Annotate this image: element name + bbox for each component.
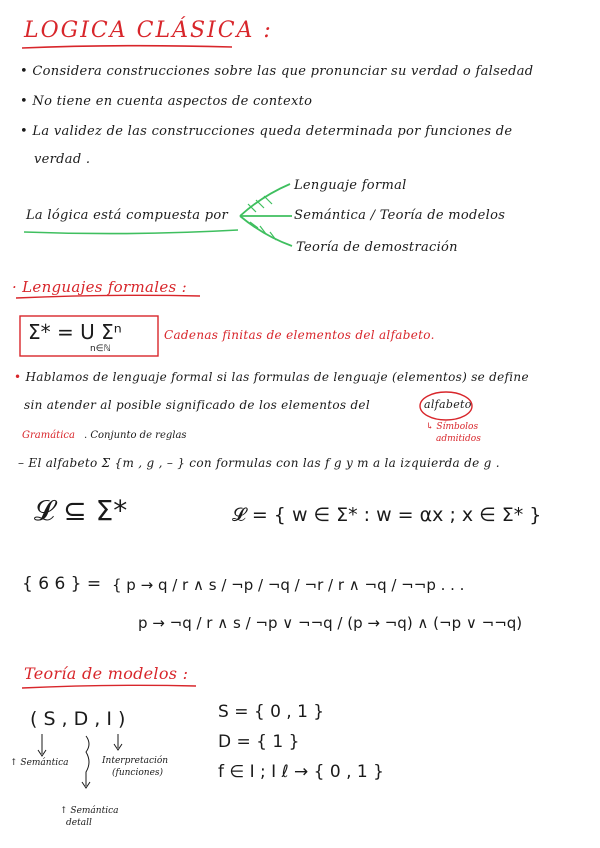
language-subset: 𝓛 ⊆ Σ*	[34, 494, 128, 527]
bullet-3-text: La validez de las construcciones queda determinada por funciones de	[32, 124, 513, 139]
bullet-1-text: Considera construcciones sobre las que pronunciar su verdad o falsedad	[32, 64, 534, 79]
lenguaje-formal-definition-1-text: Hablamos de lenguaje formal si las formulas de lenguaje (elementos) se define	[25, 370, 529, 384]
sigma-star-subscript: n∈ℕ	[90, 344, 111, 354]
sigma-star-formula: Σ* = U Σⁿ	[28, 320, 122, 344]
composition-label: La lógica está compuesta por	[26, 208, 228, 223]
model-triple: ( S , D , I )	[30, 708, 126, 730]
branch-lenguaje-formal: Lenguaje formal	[294, 178, 407, 193]
alfabeto-word: alfabeto	[424, 398, 472, 411]
branch-arrow-hatch	[248, 196, 276, 240]
composition-underline	[24, 230, 238, 234]
bullet-2: • No tiene en cuenta aspectos de contexto	[20, 94, 313, 109]
arrow-s	[38, 734, 46, 756]
page-title: LOGICA CLÁSICA :	[24, 18, 273, 43]
bullet-3-continuation: verdad .	[34, 152, 91, 167]
arrow-i	[114, 734, 122, 750]
grammar-label: Gramática	[22, 430, 75, 441]
alfabeto-annotation-1: ↳ Símbolos	[426, 422, 479, 432]
equation-d: D = { 1 }	[218, 732, 300, 752]
label-interpretacion-1: Interpretación	[102, 756, 169, 766]
label-semantica-detalle-1: ↑ Semántica	[60, 806, 119, 816]
formula-set-line-2: p → ¬q / r ∧ s / ¬p ∨ ¬¬q / (p → ¬q) ∧ (¬p ∨ ¬¬q)	[138, 614, 523, 632]
equation-s: S = { 0 , 1 }	[218, 702, 325, 722]
branch-semantica: Semántica / Teoría de modelos	[294, 208, 506, 223]
modelos-underline	[22, 685, 196, 688]
language-definition: 𝓛 = { w ∈ Σ* : w = αx ; x ∈ Σ* }	[232, 504, 542, 526]
branch-teoria-demostracion: Teoría de demostración	[296, 240, 458, 255]
formula-note: Cadenas finitas de elementos del alfabeto.	[164, 328, 435, 342]
bullet-3: • La validez de las construcciones queda determinada por funciones de	[20, 124, 513, 139]
lenguaje-formal-definition-1: • Hablamos de lenguaje formal si las formulas de lenguaje (elementos) se define	[14, 370, 529, 384]
equation-f: f ∈ I ; I ℓ → { 0 , 1 }	[218, 762, 384, 782]
bullet-2-text: No tiene en cuenta aspectos de contexto	[32, 94, 313, 109]
branch-arrow-lower	[240, 216, 292, 246]
alphabet-line: – El alfabeto Σ {m , g , – } con formulas con las f g y m a la izquierda de g .	[18, 456, 500, 470]
brace-d	[82, 736, 90, 788]
modelos-heading: Teoría de modelos :	[24, 664, 189, 683]
label-semantica-detalle-2: detall	[66, 818, 92, 828]
formula-set-line-1: { p → q / r ∧ s / ¬p / ¬q / ¬r / r ∧ ¬q / ¬¬p . . .	[112, 576, 465, 594]
formula-set-label: { 6 6 } =	[22, 574, 102, 594]
bullet-1: • Considera construcciones sobre las que pronunciar su verdad o falsedad	[20, 64, 534, 79]
grammar-note: . Conjunto de reglas	[84, 430, 187, 441]
title-underline	[22, 46, 232, 48]
lenguaje-formal-definition-2: sin atender al posible significado de los elementos del	[24, 398, 370, 412]
label-interpretacion-2: (funciones)	[112, 768, 164, 778]
lenguajes-heading: · Lenguajes formales :	[12, 278, 187, 296]
alfabeto-annotation-2: admitidos	[436, 434, 481, 444]
branch-arrow-upper	[240, 184, 290, 216]
label-semantica: ↑ Semántica	[10, 758, 69, 768]
